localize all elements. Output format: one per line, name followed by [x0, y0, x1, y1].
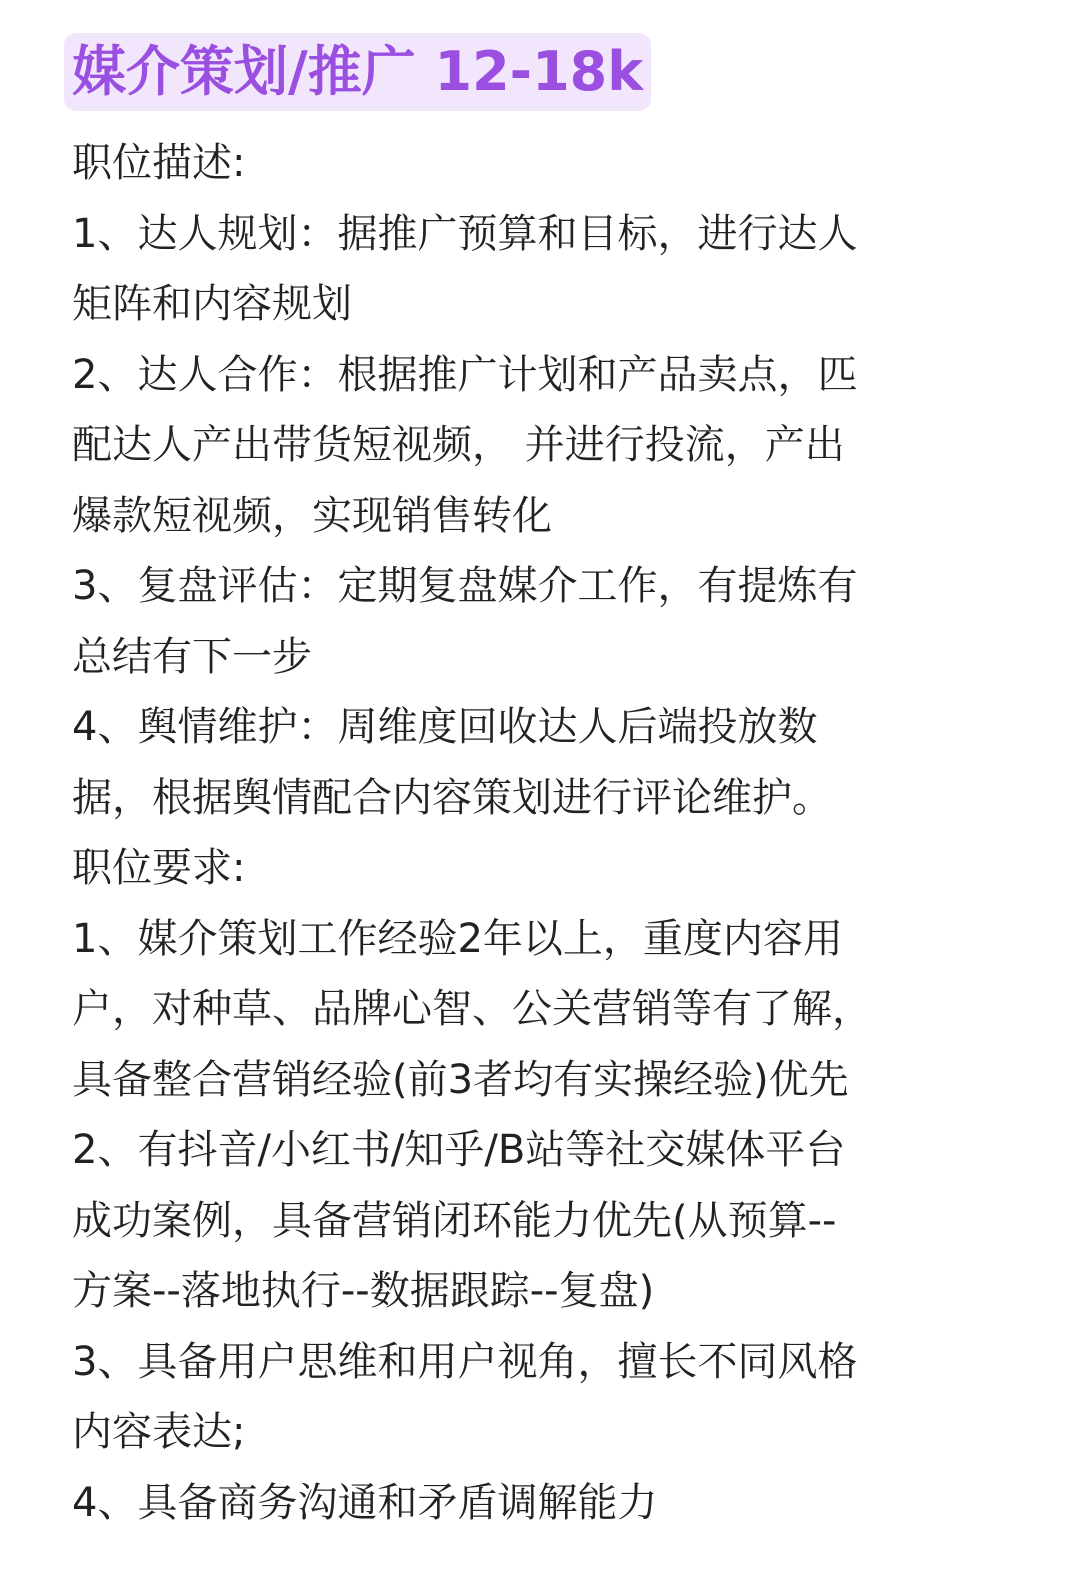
text-line: 1、媒介策划工作经验2年以上，重度内容用	[72, 915, 843, 962]
text-line: 户，对种草、品牌心智、公关营销等有了解，	[72, 986, 872, 1032]
text-line: 2、有抖音/小红书/知乎/B站等社交媒体平台	[72, 1127, 846, 1173]
text-line: 具备整合营销经验(前3者均有实操经验)优先	[72, 1056, 849, 1103]
text-line: 配达人产出带货短视频， 并进行投流，产出	[72, 422, 845, 468]
text-line: 内容表达;	[72, 1409, 246, 1455]
text-line: 4、舆情维护：周维度回收达人后端投放数	[72, 704, 818, 750]
text-line: 3、具备用户思维和用户视角，擅长不同风格	[72, 1338, 858, 1385]
text-line: 3、复盘评估：定期复盘媒介工作，有提炼有	[72, 563, 858, 609]
text-line: 据，根据舆情配合内容策划进行评论维护。	[72, 774, 832, 821]
section-heading-requirements: 职位要求:	[72, 845, 246, 891]
section-heading-description: 职位描述:	[72, 140, 246, 186]
text-line: 爆款短视频，实现销售转化	[72, 492, 552, 539]
text-line: 成功案例，具备营销闭环能力优先(从预算--	[72, 1197, 837, 1244]
text-line: 方案--落地执行--数据跟踪--复盘)	[72, 1268, 655, 1314]
text-line: 4、具备商务沟通和矛盾调解能力	[72, 1479, 658, 1526]
page-title: 媒介策划/推广 12-18k	[72, 40, 644, 103]
text-line: 2、达人合作：根据推广计划和产品卖点，匹	[72, 351, 858, 398]
text-line: 矩阵和内容规划	[72, 281, 352, 327]
job-description-body	[72, 128, 982, 1538]
title-highlight	[64, 33, 651, 111]
text-line: 总结有下一步	[72, 633, 312, 680]
text-line: 1、达人规划：据推广预算和目标，进行达人	[72, 210, 858, 257]
